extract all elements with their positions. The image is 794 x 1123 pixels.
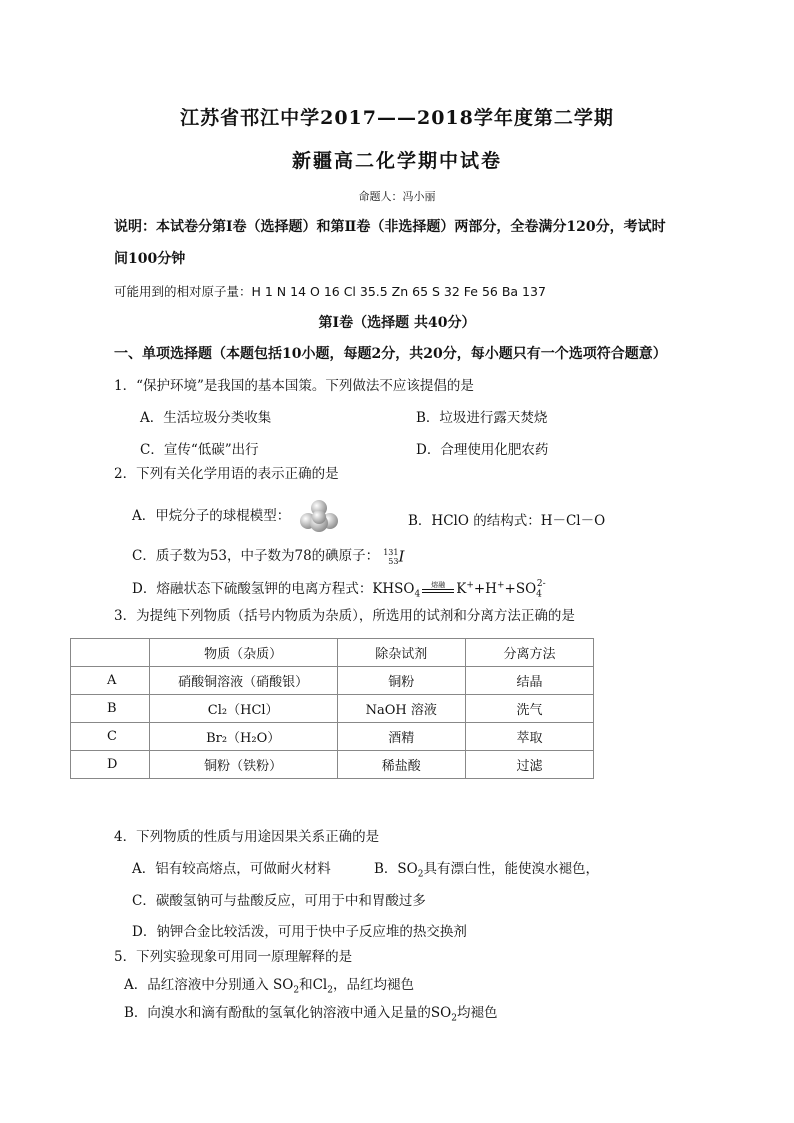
q2-option-d-text: D．熔融状态下硫酸氢钾的电离方程式：KHSO [132,581,415,597]
table-cell: 铜粉 [337,667,465,695]
q2-d-product-h: +H [473,581,497,597]
q5-option-a-tail: ，品红均褪色 [332,977,414,993]
table-row [71,667,594,695]
q2-d-charge3: 2- [536,578,546,589]
table-cell: D [71,751,150,779]
table-cell: 铜粉（铁粉） [149,751,337,779]
table-row [71,695,594,723]
q4-option-a: A．铝有较高熔点，可做耐火材料 [132,861,331,877]
table-header-cell: 物质（杂质） [149,639,337,667]
iodine-atomic-number: 53 [388,556,399,566]
table-cell: C [71,723,150,751]
q3-table [70,638,594,779]
q2-option-a-text: A．甲烷分子的球棍模型： [132,508,291,524]
methane-ball-model-icon [299,499,339,535]
iodine-symbol: I [398,547,405,566]
table-cell: 结晶 [465,667,593,695]
table-cell: Cl₂（HCl） [149,695,337,723]
table-cell: 酒精 [337,723,465,751]
q5-stem: 5．下列实验现象可用同一原理解释的是 [114,949,353,965]
q5-a-sub1: 2 [293,985,300,996]
table-cell: A [71,667,150,695]
q4-stem: 4．下列物质的性质与用途因果关系正确的是 [114,829,380,845]
table-cell: Br₂（H₂O） [149,723,337,751]
table-header-cell: 除杂试剂 [337,639,465,667]
q1-option-b: B．垃圾进行露天焚烧 [416,410,548,426]
q5-option-a [124,973,414,996]
q5-option-b [124,1001,497,1024]
instructions-line1: 说明：本试卷分第Ⅰ卷（选择题）和第Ⅱ卷（非选择题）两部分，全卷满分120分，考试时 [114,219,666,235]
q2-stem: 2．下列有关化学用语的表示正确的是 [114,466,339,482]
atomic-masses: 可能用到的相对原子量：H 1 N 14 O 16 Cl 35.5 Zn 65 S 32 Fe 56 Ba 137 [114,284,546,299]
table-header-row [71,639,594,667]
equilibrium-arrow-icon [422,580,454,596]
q2-option-a [132,494,343,538]
table-header-cell [71,639,150,667]
q4-option-c: C．碳酸氢钠可与盐酸反应，可用于中和胃酸过多 [132,893,426,909]
section1-heading: 一、单项选择题（本题包括10小题，每题2分，共20分，每小题只有一个选项符合题意） [114,346,667,362]
arrow-condition: 熔融 [431,580,446,589]
table-cell: B [71,695,150,723]
table-row [71,723,594,751]
q2-option-c [132,544,404,566]
table-cell: 过滤 [465,751,593,779]
q2-d-product-k: K [456,581,467,597]
q5-option-b-tail: 均褪色 [456,1005,498,1021]
instructions-line2: 间100分钟 [114,251,186,267]
q4-option-b-text: B．SO [374,861,418,877]
q4-option-b-tail: 具有漂白性，能使溴水褪色， [423,861,599,877]
q1-stem: 1．“保护环境”是我国的基本国策。下列做法不应该提倡的是 [114,378,474,394]
table-cell: 洗气 [465,695,593,723]
q1-option-a: A．生活垃圾分类收集 [140,410,272,426]
q1-option-c: C．宣传“低碳”出行 [140,442,259,458]
table-cell: 硝酸铜溶液（硝酸银） [149,667,337,695]
q4-b-sub: 2 [417,869,424,880]
q5-option-a-text: A．品红溶液中分别通入 SO [124,977,294,993]
q2-d-product-so4: +SO [504,581,537,597]
table-cell: 稀盐酸 [337,751,465,779]
part1-heading: 第Ⅰ卷（选择题 共40分） [318,315,476,331]
q2-option-d [132,577,546,600]
q2-option-c-text: C．质子数为53，中子数为78的碘原子： [132,548,380,564]
q2-d-sub4b: 4 [536,589,542,600]
q1-option-d: D．合理使用化肥农药 [416,442,549,458]
table-row [71,751,594,779]
iodine-mass-number: 131 [383,547,399,557]
table-cell: NaOH 溶液 [337,695,465,723]
author-line: 命题人：冯小丽 [358,190,436,203]
q5-option-b-text: B．向溴水和滴有酚酞的氢氧化钠溶液中通入足量的SO [124,1005,452,1021]
iodine-numbers [383,548,398,566]
q2-d-sub4: 4 [414,589,421,600]
title-line1: 江苏省邗江中学2017——2018学年度第二学期 [180,107,614,129]
title-line2: 新疆高二化学期中试卷 [291,150,502,172]
q2-d-charge1: + [466,580,474,591]
q5-a-sub2: 2 [327,985,333,996]
q4-option-b [374,857,599,880]
table-header-cell: 分离方法 [465,639,593,667]
q2-option-b: B．HClO 的结构式：H－Cl－O [408,513,606,529]
q5-option-a-mid: 和Cl [299,977,328,993]
q4-option-d: D．钠钾合金比较活泼，可用于快中子反应堆的热交换剂 [132,924,467,940]
q2-d-charge2: + [496,580,505,591]
q5-b-sub: 2 [451,1013,457,1024]
q3-stem: 3．为提纯下列物质（括号内物质为杂质），所选用的试剂和分离方法正确的是 [114,608,575,624]
table-cell: 萃取 [465,723,593,751]
